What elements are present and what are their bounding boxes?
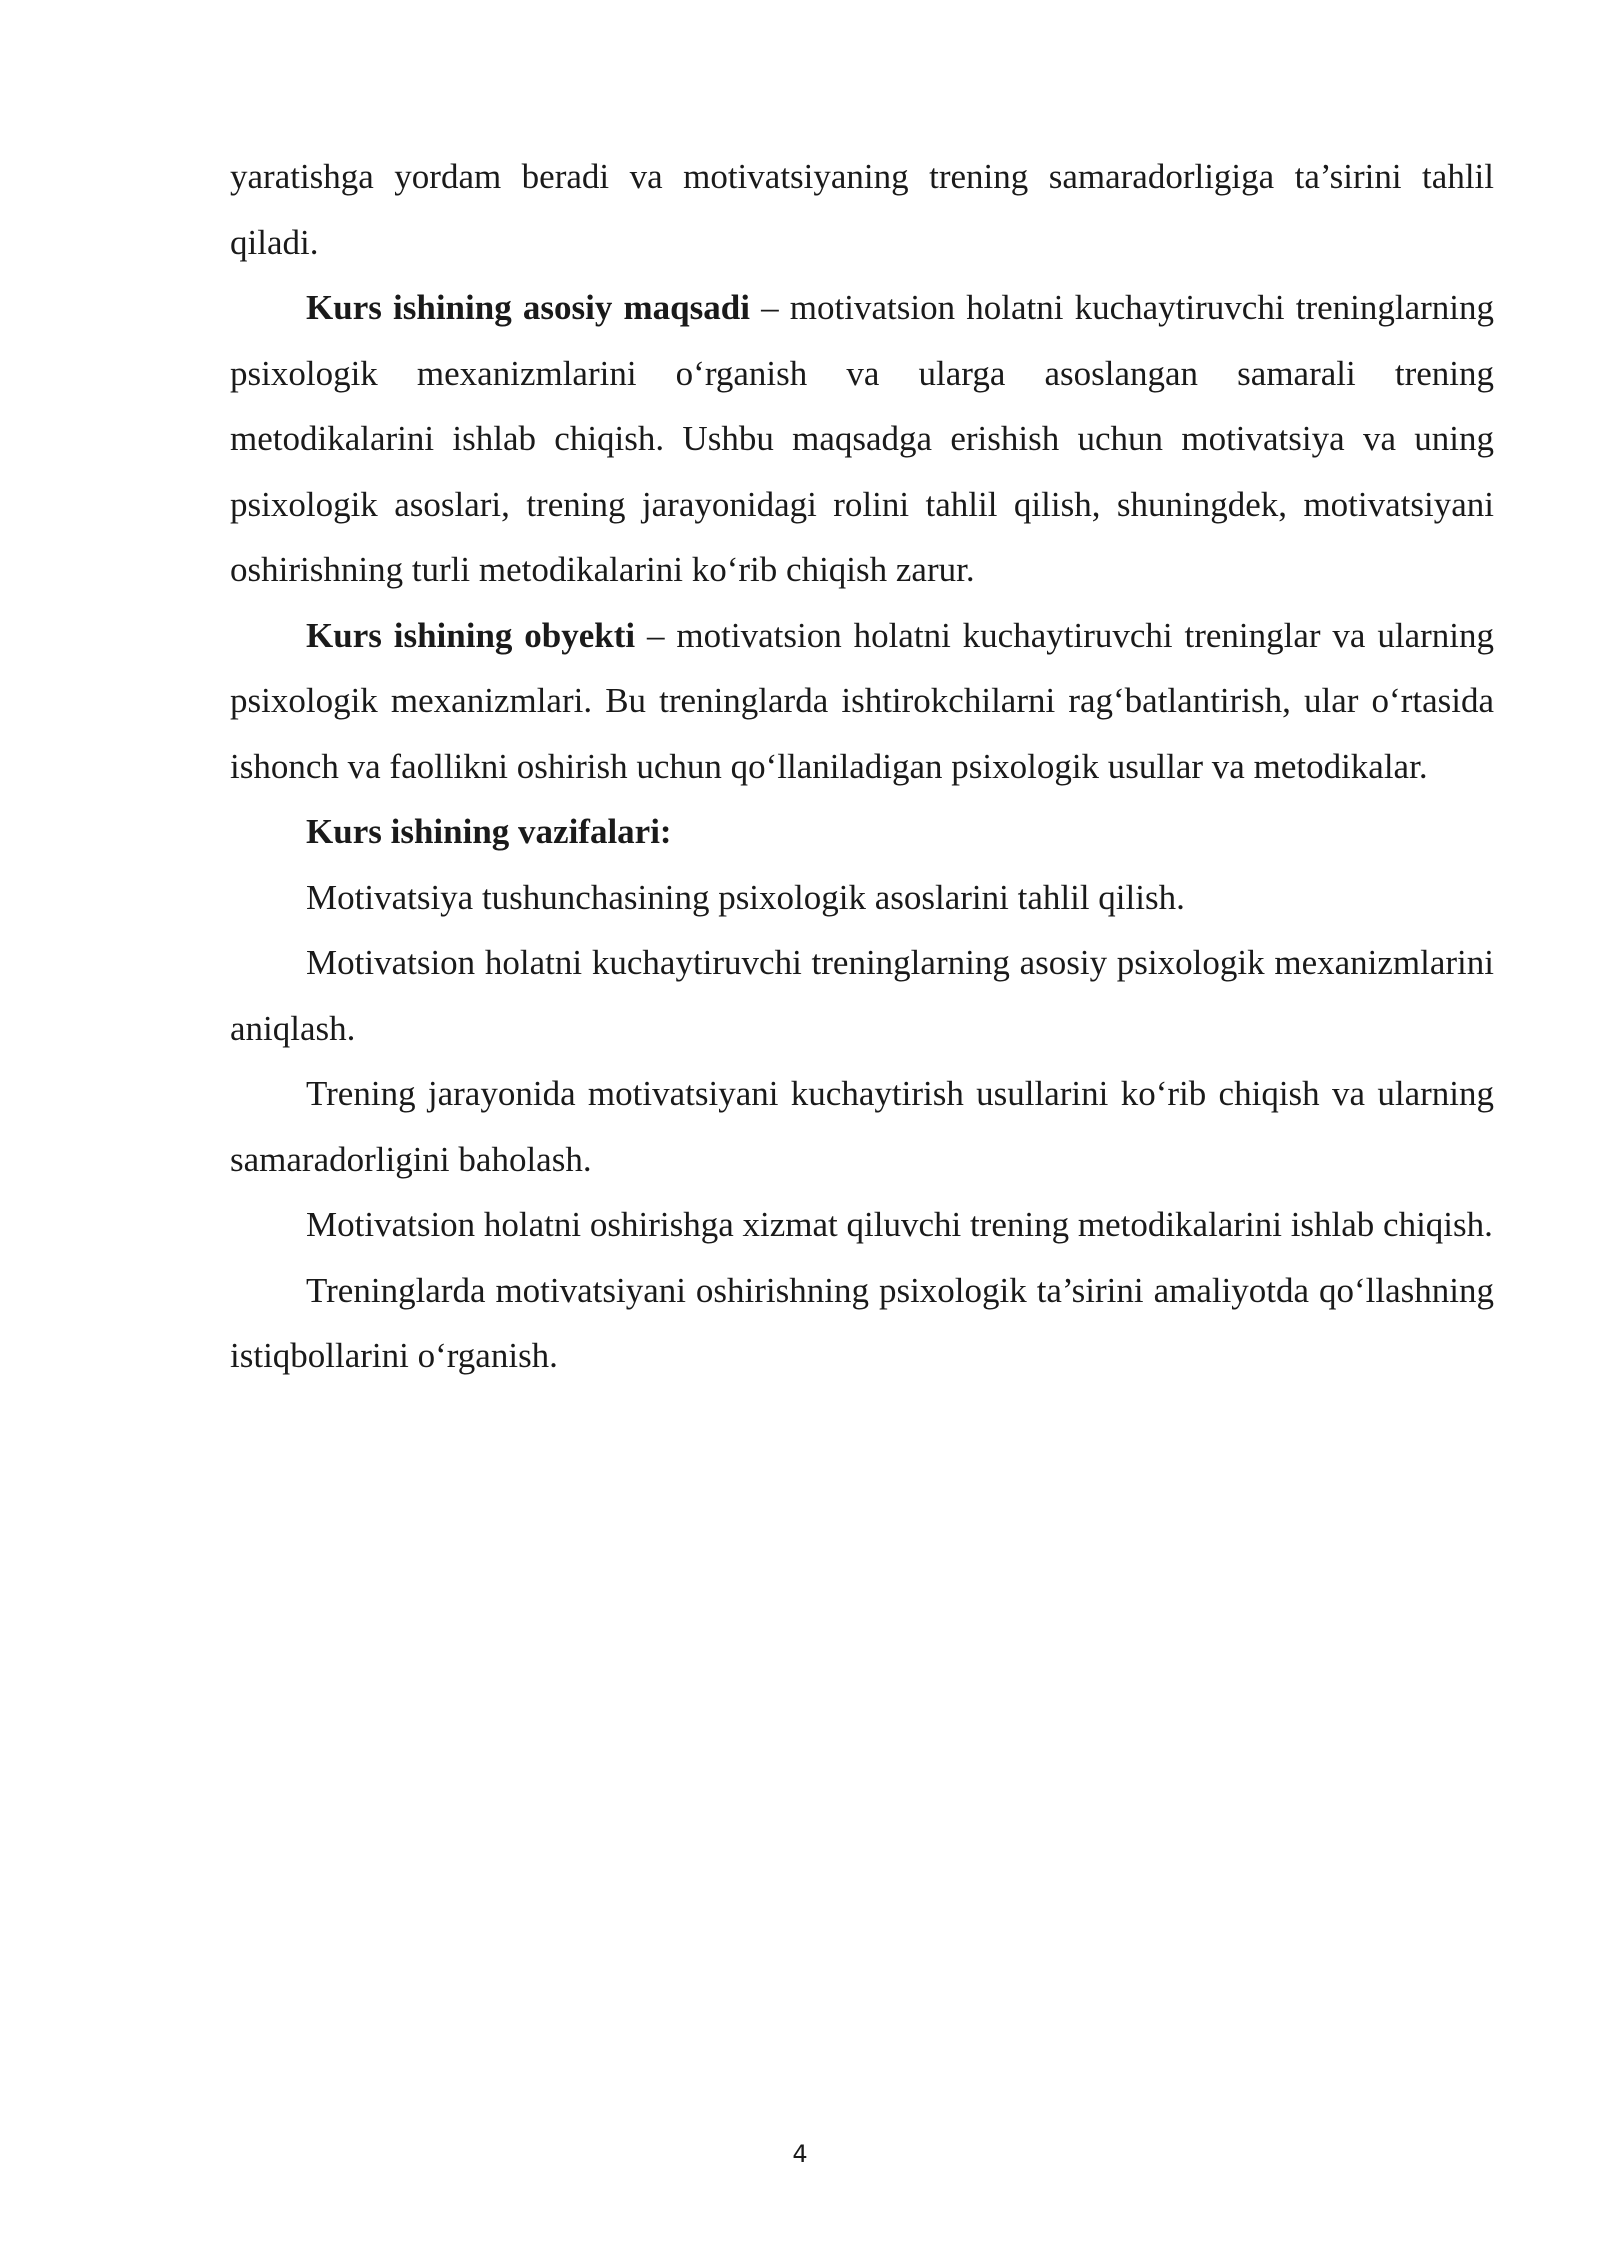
page-number: 4 — [792, 2140, 808, 2168]
paragraph-continuation — [230, 144, 1494, 275]
task-item: Trening jarayonida motivatsiyani kuchaytirish usullarini ko‘rib chiqish va ularning samaradorligini baholash. — [230, 1074, 1494, 1179]
paragraph-goal — [230, 275, 1494, 603]
goal-text: – motivatsion holatni kuchaytiruvchi treninglarning psixologik mexanizmlarini o‘rganish va ularga asoslangan samarali trening metodikalarini ishlab chiqish. Ushbu maqsadga erishish uchun motivatsiya va uning psixologik asoslari, trening jarayonidagi rolini tahlil qilish, shuningdek, motivatsiyani oshirishning turli metodikalarini ko‘rib chiqish zarur. — [230, 288, 1494, 589]
object-text: – motivatsion holatni kuchaytiruvchi treninglar va ularning psixologik mexanizmlari. Bu treninglarda ishtirokchilarni rag‘batlantirish, ular o‘rtasida ishonch va faollikni oshirish uchun qo‘llaniladigan psixologik usullar va metodikalar. — [230, 615, 1494, 786]
task-item: Motivatsion holatni kuchaytiruvchi treninglarning asosiy psixologik mexanizmlarini aniqlash. — [230, 943, 1494, 1048]
page-body — [230, 144, 1494, 1389]
task-item: Motivatsion holatni oshirishga xizmat qiluvchi trening metodikalarini ishlab chiqish. — [306, 1205, 1493, 1244]
paragraph-tasks-heading — [230, 799, 1494, 865]
paragraph-text: yaratishga yordam beradi va motivatsiyaning trening samaradorligiga ta’sirini tahlil qiladi. — [230, 157, 1494, 262]
tasks-heading: Kurs ishining vazifalari: — [306, 812, 672, 851]
task-item: Motivatsiya tushunchasining psixologik asoslarini tahlil qilish. — [306, 877, 1185, 917]
paragraph-object — [230, 603, 1494, 800]
goal-heading: Kurs ishining asosiy maqsadi — [306, 288, 750, 327]
task-item: Treninglarda motivatsiyani oshirishning psixologik ta’sirini amaliyotda qo‘llashning istiqbollarini o‘rganish. — [230, 1270, 1494, 1375]
object-heading: Kurs ishining obyekti — [306, 615, 636, 655]
